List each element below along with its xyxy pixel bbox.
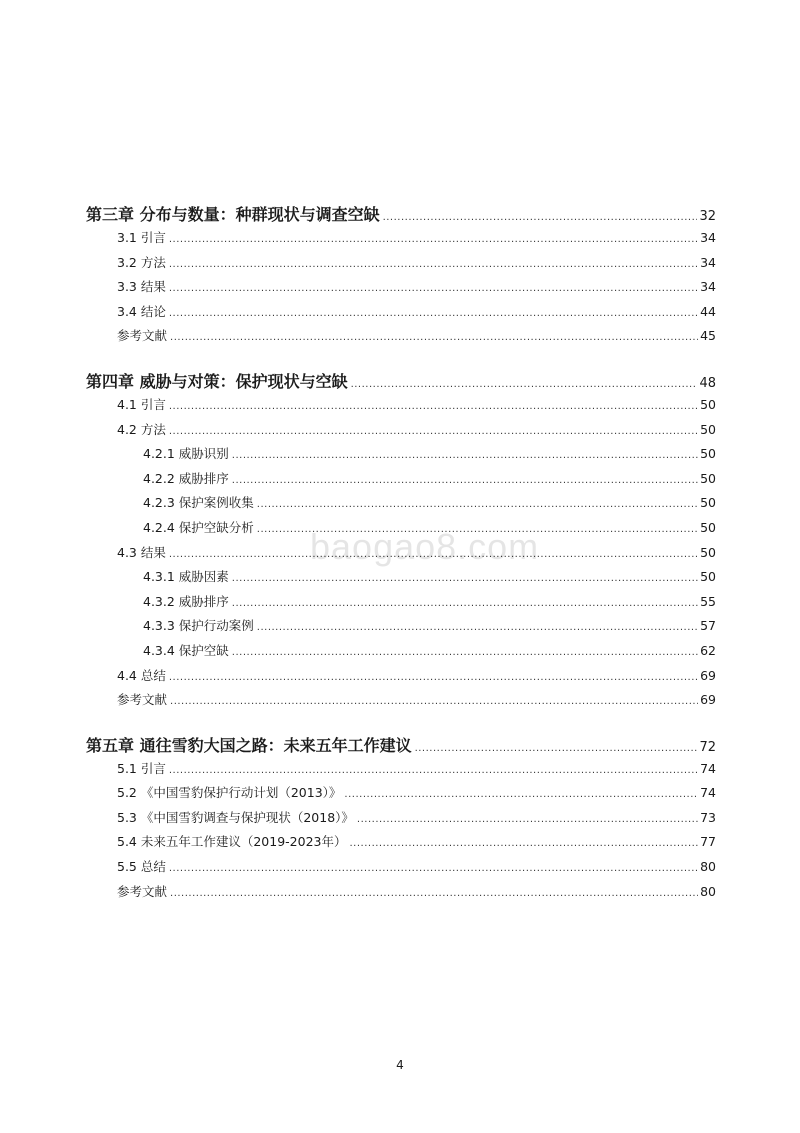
- toc-entry[interactable]: [86, 855, 716, 880]
- dot-leader: [170, 882, 698, 907]
- dot-leader: [257, 616, 698, 641]
- toc-entry-page: 50: [700, 446, 716, 462]
- toc-entry-page: 62: [700, 642, 716, 658]
- toc-entry[interactable]: [86, 757, 716, 782]
- toc-entry[interactable]: [86, 880, 716, 905]
- dot-leader: [169, 228, 698, 253]
- toc-entry-page: 50: [700, 519, 716, 535]
- toc-entry-page: 57: [700, 618, 716, 634]
- toc-entry-title: 参考文献: [117, 328, 168, 344]
- toc-entry-page: 80: [700, 859, 716, 875]
- toc-entry-page: 80: [700, 883, 716, 899]
- toc-entry-title: 5.3 《中国雪豹调查与保护现状（2018）》: [117, 809, 354, 825]
- toc-chapter-entry[interactable]: [86, 370, 716, 393]
- toc-entry-title: 4.3.3 保护行动案例: [143, 618, 254, 634]
- toc-entry-title: 4.2 方法: [117, 421, 166, 437]
- toc-entry[interactable]: [86, 614, 716, 639]
- toc-entry-title: 第四章 威胁与对策：保护现状与空缺: [86, 371, 348, 391]
- dot-leader: [170, 690, 698, 715]
- toc-entry[interactable]: [86, 226, 716, 251]
- toc-entry-title: 第三章 分布与数量：种群现状与调查空缺: [86, 205, 380, 224]
- dot-leader: [169, 277, 698, 302]
- toc-entry[interactable]: [86, 830, 716, 855]
- toc-entry-page: 50: [700, 495, 716, 511]
- dot-leader: [169, 302, 698, 327]
- toc-entry-page: 74: [700, 785, 716, 801]
- dot-leader: [232, 641, 698, 666]
- toc-entry[interactable]: [86, 565, 716, 590]
- toc-entry-title: 参考文献: [117, 883, 168, 899]
- toc-entry-title: 参考文献: [117, 692, 168, 708]
- dot-leader: [170, 326, 698, 351]
- toc-chapter-entry[interactable]: [86, 203, 716, 226]
- dot-leader: [415, 737, 698, 760]
- toc-entry-title: 5.1 引言: [117, 760, 166, 776]
- toc-entry-title: 5.5 总结: [117, 859, 166, 875]
- toc-entry[interactable]: [86, 639, 716, 664]
- toc-entry[interactable]: [86, 491, 716, 516]
- toc-entry-page: 34: [700, 230, 716, 245]
- toc-entry[interactable]: [86, 467, 716, 492]
- toc-chapter-entry[interactable]: [86, 734, 716, 757]
- dot-leader: [350, 832, 699, 857]
- dot-leader: [169, 253, 698, 278]
- dot-leader: [351, 373, 698, 396]
- dot-leader: [383, 206, 698, 229]
- dot-leader: [257, 493, 698, 518]
- toc-entry-page: 44: [700, 303, 716, 319]
- toc-entry-page: 50: [700, 421, 716, 437]
- toc-entry-title: 5.4 未来五年工作建议（2019-2023年）: [117, 834, 347, 850]
- toc-entry-title: 4.2.3 保护案例收集: [143, 495, 254, 511]
- dot-leader: [232, 567, 698, 592]
- toc-entry[interactable]: [86, 393, 716, 418]
- toc-entry[interactable]: [86, 300, 716, 325]
- page-number: 4: [396, 1058, 404, 1072]
- dot-leader: [344, 783, 698, 808]
- dot-leader: [232, 469, 698, 494]
- dot-leader: [169, 420, 698, 445]
- toc-entry-title: 4.3.4 保护空缺: [143, 642, 229, 658]
- toc-entry-title: 3.3 结果: [117, 279, 166, 295]
- toc-entry-page: 77: [700, 834, 716, 850]
- toc-entry-page: 72: [699, 739, 716, 755]
- dot-leader: [169, 395, 698, 420]
- toc-entry-title: 4.1 引言: [117, 396, 166, 412]
- watermark-text: baogao8.com: [310, 526, 540, 567]
- section-gap: [86, 713, 716, 734]
- toc-entry[interactable]: [86, 251, 716, 276]
- toc-entry-page: 45: [700, 328, 716, 344]
- toc-entry[interactable]: [86, 664, 716, 689]
- dot-leader: [169, 666, 698, 691]
- toc-entry-title: 4.3.2 威胁排序: [143, 593, 229, 609]
- toc-entry[interactable]: [86, 418, 716, 443]
- toc-entry-page: 34: [700, 279, 716, 295]
- toc-entry-page: 50: [700, 569, 716, 585]
- toc-entry-page: 69: [700, 692, 716, 708]
- toc-entry-title: 3.4 结论: [117, 303, 166, 319]
- toc-entry-title: 4.2.1 威胁识别: [143, 446, 229, 462]
- toc-entry-title: 3.2 方法: [117, 254, 166, 270]
- toc-entry-title: 4.2.4 保护空缺分析: [143, 519, 254, 535]
- toc-entry[interactable]: [86, 275, 716, 300]
- toc-entry-title: 3.1 引言: [117, 230, 166, 245]
- toc-entry-title: 第五章 通往雪豹大国之路：未来五年工作建议: [86, 735, 412, 755]
- dot-leader: [357, 808, 698, 833]
- toc-entry-title: 4.2.2 威胁排序: [143, 470, 229, 486]
- dot-leader: [169, 759, 698, 784]
- toc-entry-page: 50: [700, 544, 716, 560]
- toc-entry-page: 74: [700, 760, 716, 776]
- toc-entry[interactable]: [86, 324, 716, 349]
- dot-leader: [232, 592, 698, 617]
- toc-entry-page: 69: [700, 667, 716, 683]
- toc-entry-page: 55: [700, 593, 716, 609]
- toc-entry-title: 4.4 总结: [117, 667, 166, 683]
- toc-entry-page: 48: [699, 375, 716, 391]
- toc-entry-page: 32: [699, 209, 716, 224]
- toc-entry-page: 34: [700, 254, 716, 270]
- toc-entry-page: 73: [700, 809, 716, 825]
- dot-leader: [169, 857, 698, 882]
- toc-entry-title: 4.3.1 威胁因素: [143, 569, 229, 585]
- section-gap: [86, 349, 716, 370]
- toc-entry-title: 5.2 《中国雪豹保护行动计划（2013）》: [117, 785, 342, 801]
- toc-entry[interactable]: [86, 688, 716, 713]
- toc-entry-page: 50: [700, 470, 716, 486]
- toc-entry-page: 50: [700, 396, 716, 412]
- toc-entry[interactable]: [86, 442, 716, 467]
- toc-entry[interactable]: [86, 781, 716, 806]
- toc-entry[interactable]: [86, 590, 716, 615]
- dot-leader: [232, 444, 698, 469]
- toc-entry[interactable]: [86, 806, 716, 831]
- toc-entry-title: 4.3 结果: [117, 544, 166, 560]
